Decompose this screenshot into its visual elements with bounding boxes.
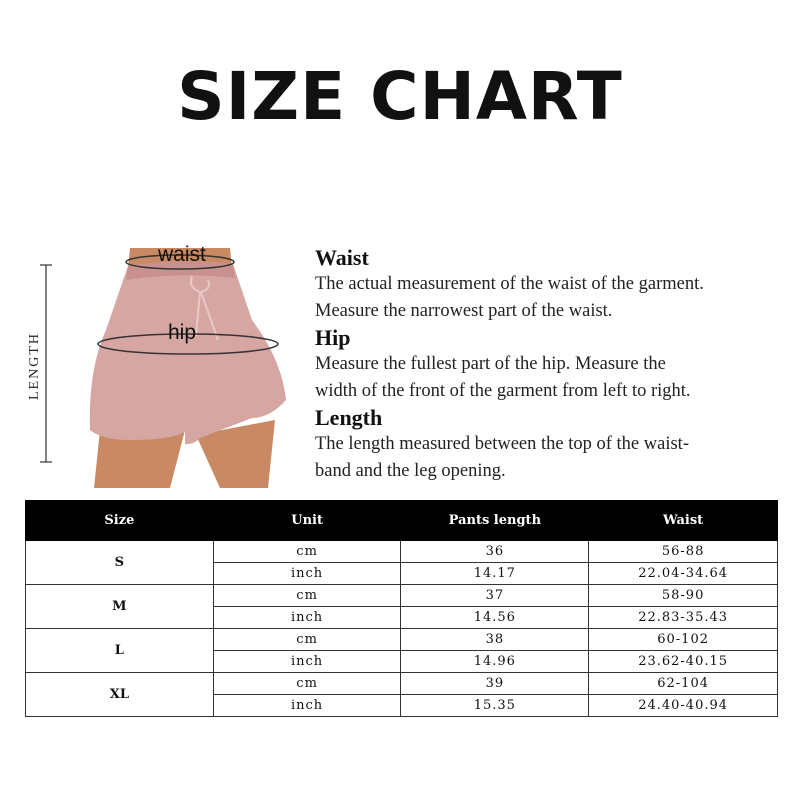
waist-cell: 56-88 [589, 541, 778, 563]
waist-description [315, 245, 785, 325]
unit-cell: inch [213, 607, 401, 629]
unit-cell: cm [213, 673, 401, 695]
size-cell: S [26, 541, 214, 585]
waist-cell: 62-104 [589, 673, 778, 695]
hip-label: hip [168, 321, 197, 344]
unit-cell: inch [213, 651, 401, 673]
unit-cell: inch [213, 695, 401, 717]
measurement-descriptions [315, 245, 785, 485]
description-line: width of the front of the garment from left to right. [315, 381, 691, 401]
size-cell: XL [26, 673, 214, 717]
header-unit: Unit [213, 501, 401, 541]
length-cell: 14.96 [401, 651, 589, 673]
unit-cell: cm [213, 585, 401, 607]
unit-cell: inch [213, 563, 401, 585]
waist-cell: 22.04-34.64 [589, 563, 778, 585]
header-size: Size [26, 501, 214, 541]
size-cell: M [26, 585, 214, 629]
waist-cell: 60-102 [589, 629, 778, 651]
waist-cell: 23.62-40.15 [589, 651, 778, 673]
length-label: LENGTH [27, 332, 42, 400]
unit-cell: cm [213, 629, 401, 651]
length-cell: 37 [401, 585, 589, 607]
waist-cell: 24.40-40.94 [589, 695, 778, 717]
length-cell: 38 [401, 629, 589, 651]
length-cell: 39 [401, 673, 589, 695]
shorts-illustration [20, 240, 310, 490]
length-cell: 14.56 [401, 607, 589, 629]
waist-cell: 22.83-35.43 [589, 607, 778, 629]
page-title: SIZE CHART [177, 58, 623, 135]
description-heading: Waist [315, 245, 369, 270]
table-row [26, 585, 778, 607]
description-line: The length measured between the top of the waist- [315, 434, 689, 454]
size-table [25, 500, 778, 717]
description-line: Measure the narrowest part of the waist. [315, 301, 613, 321]
table-row [26, 629, 778, 651]
length-cell: 15.35 [401, 695, 589, 717]
description-line: Measure the fullest part of the hip. Measure the [315, 354, 666, 374]
header-waist: Waist [589, 501, 778, 541]
unit-cell: cm [213, 541, 401, 563]
waist-cell: 58-90 [589, 585, 778, 607]
table-row [26, 673, 778, 695]
size-cell: L [26, 629, 214, 673]
table-header-row [26, 501, 778, 541]
header-pants-length: Pants length [401, 501, 589, 541]
length-cell: 36 [401, 541, 589, 563]
shorts-figure [20, 240, 310, 490]
table-row [26, 541, 778, 563]
length-cell: 14.17 [401, 563, 589, 585]
description-line: band and the leg opening. [315, 461, 506, 481]
description-heading: Length [315, 405, 383, 430]
hip-description [315, 325, 785, 405]
description-line: The actual measurement of the waist of the garment. [315, 274, 704, 294]
description-heading: Hip [315, 325, 351, 350]
waist-label: waist [158, 243, 206, 266]
length-description [315, 405, 785, 485]
